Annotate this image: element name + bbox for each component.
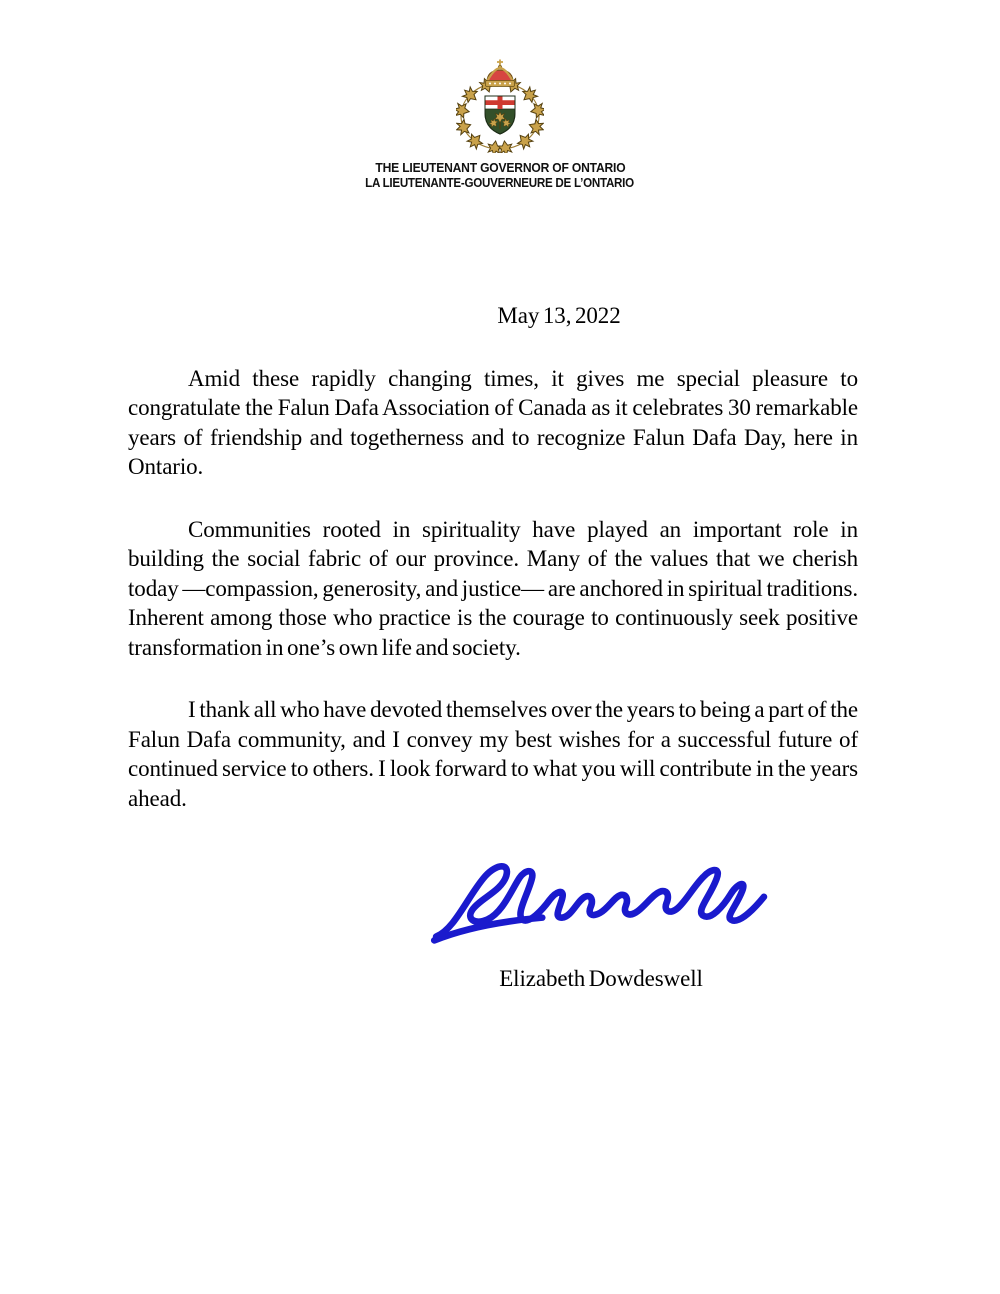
signature-block bbox=[236, 857, 966, 994]
letter-body bbox=[128, 301, 858, 994]
letter-date: May 13, 2022 bbox=[497, 303, 621, 328]
paragraph-2: Communities rooted in spirituality have played an important role in building the social fabric of our province. Many of the values that we cherish today —compassion, generosity, and justice— are anchored in spiritual traditions. Inherent among those who practice is the courage to continuously seek positive transformation in one’s own life and society. bbox=[128, 516, 858, 660]
crown-icon bbox=[486, 60, 515, 87]
paragraph-1: Amid these rapidly changing times, it gives me special pleasure to congratulate the Falun Dafa Association of Canada as it celebrates 30 remarkable years of friendship and togetherness and to recognize Falun Dafa Day, here in Ontario. bbox=[128, 365, 858, 479]
ontario-shield bbox=[485, 96, 515, 134]
org-name-english: THE LIEUTENANT GOVERNOR OF ONTARIO bbox=[374, 160, 626, 175]
org-name-french: LA LIEUTENANTE-GOUVERNEURE DE L’ONTARIO bbox=[365, 176, 635, 190]
paragraph-3: I thank all who have devoted themselves over the years to being a part of the Falun Dafa community, and I convey my best wishes for a successful future of continued service to others. I look forward to what you will contribute in the years ahead. bbox=[128, 697, 858, 811]
handwritten-signature bbox=[426, 857, 776, 947]
ontario-crest-icon bbox=[456, 57, 544, 153]
letterhead bbox=[0, 0, 1000, 191]
signatory-name: Elizabeth Dowdeswell bbox=[499, 966, 703, 991]
